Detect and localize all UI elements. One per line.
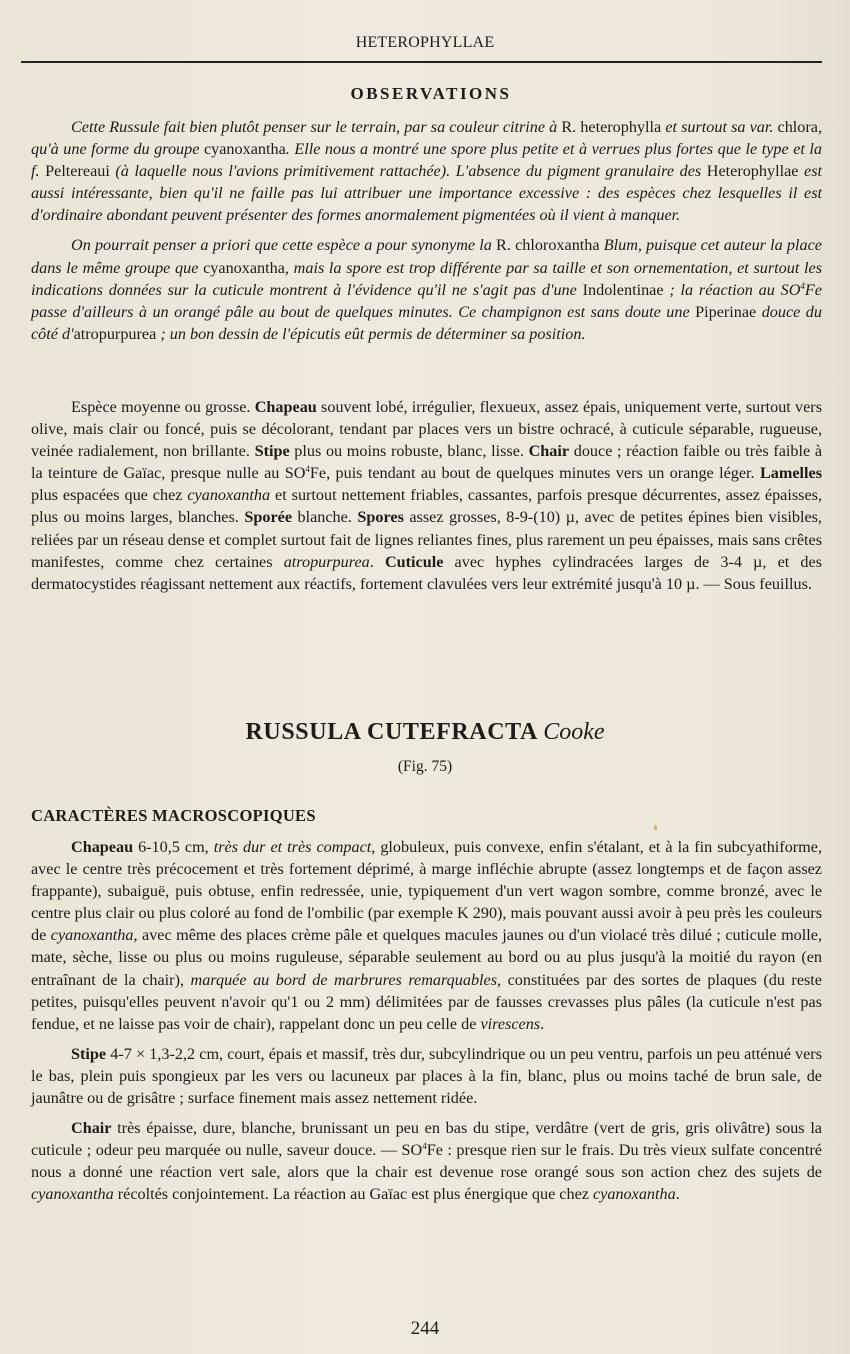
- bold-term: Sporée: [244, 508, 292, 527]
- text-run: plus ou moins robuste, blanc, lisse.: [289, 442, 529, 461]
- text-run: et surtout nettement friables, cassantes, parfois presque décurrentes, assez épaisses, plus ou moins larges, blanches.: [31, 486, 822, 527]
- italic-run: cyanoxantha: [187, 486, 271, 505]
- italic-run: douce du côté d': [31, 302, 822, 343]
- bold-term: Stipe: [71, 1044, 107, 1063]
- species-author: Cooke: [543, 719, 605, 745]
- italic-run: Fe passe d'ailleurs à un orangé pâle au bout de quelques minutes. Ce champignon est sans doute une: [31, 280, 822, 321]
- species-title: [0, 719, 850, 746]
- text-run: .: [369, 552, 385, 571]
- text-run: cyanoxantha: [203, 140, 286, 159]
- italic-run: et surtout sa var.: [661, 118, 778, 136]
- italic-run: . Elle nous a montré une spore plus petite et à verrues plus fortes que le type et la f.: [31, 140, 822, 181]
- italic-run: cyanoxantha: [50, 926, 134, 945]
- bold-term: Chair: [528, 442, 570, 461]
- paragraph-stipe: [31, 1043, 822, 1109]
- italic-run: On pourrait penser a priori que cette espèce a pour synonyme la: [71, 236, 497, 255]
- running-head: HETEROPHYLLAE: [355, 34, 495, 51]
- paragraph: [31, 396, 822, 595]
- text-run: 4: [800, 280, 805, 291]
- subsection-title: CARACTÈRES MACROSCOPIQUES: [31, 806, 316, 825]
- italic-run: très dur et très compact: [213, 838, 372, 856]
- italic-run: (à laquelle nous l'avions primitivement rattachée). L'absence du pigment granulaire des: [109, 162, 707, 181]
- bold-term: Spores: [357, 508, 404, 527]
- bold-term: Chair: [71, 1119, 112, 1138]
- text-run: plus espacées que chez: [31, 486, 188, 505]
- text-run: avec hyphes cylindracées larges de 3-4 µ, et des dermatocystides réagissant nettement aux réactifs, fortement clavulées vers leur extrémité jusqu'à 10 µ. — Sous feuillus.: [31, 552, 822, 593]
- bold-term: Cuticule: [384, 552, 444, 571]
- text-run: blanche.: [292, 508, 358, 527]
- description-body: [31, 396, 822, 595]
- italic-run: ; la réaction au SO: [663, 280, 801, 299]
- page-number: 244: [410, 1318, 440, 1339]
- italic-run: cyanoxantha: [593, 1185, 676, 1204]
- italic-run: , mais la spore est trop différente par sa taille et son ornementation, et surtout les indications données sur la cuticule montrent à l'évidence qu'il ne s'agit pas d'une: [31, 258, 822, 299]
- italic-run: marquée au bord de marbrures remarquables: [190, 970, 498, 989]
- text-run: 4: [422, 1141, 427, 1152]
- text-run: Fe : presque rien sur le frais. Du très vieux sulfate concentré nous a donné une réaction vert sale, alors que la chair est devenue rose orangé sous son action chez des sujets de: [31, 1141, 822, 1182]
- paragraph-chair: [31, 1117, 822, 1205]
- macroscopic-body: [31, 836, 822, 1206]
- italic-run: Cette Russule fait bien plutôt penser sur le terrain, par sa couleur citrine à: [71, 118, 562, 136]
- header-rule: [21, 61, 822, 63]
- paragraph-chapeau: [31, 836, 822, 1035]
- text-run: Fe, puis tendant au bout de quelques minutes vers un orange léger.: [309, 464, 760, 483]
- text-run: , constituées par des sortes de plaques (du reste petites, puisqu'elles peuvent n'avoir qu'1 ou 2 mm) délimitées par de fausses crevasses plus pâles (la cuticule n'est pas fendue, et ne laisse pas voir de chair), rappelant donc un peu celle de: [31, 970, 822, 1033]
- text-run: .: [675, 1185, 680, 1204]
- bold-term: Chapeau: [71, 838, 134, 856]
- italic-run: , qu'à une forme du groupe: [31, 118, 823, 159]
- paragraph: [31, 234, 822, 344]
- bold-term: Stipe: [254, 442, 290, 461]
- text-run: 4-7 × 1,3-2,2 cm, court, épais et massif, très dur, subcylindrique ou un peu ventru, parfois un peu atténué vers le bas, plein puis spongieux par les vers ou lacuneux par places à la fin, blanc, plus ou moins taché de brun sale, de jaunâtre ou de grisâtre ; surface finement mais assez nettement ridée.: [31, 1044, 822, 1108]
- bold-term: Chapeau: [254, 398, 317, 416]
- species-name: RUSSULA CUTEFRACTA: [245, 719, 537, 745]
- text-run: Indolentinae: [582, 280, 664, 299]
- text-run: , avec même des places crème pâle et quelques macules jaunes ou d'un violacé très dilué ; cuticule molle, mate, sèche, lisse ou plus ou moins ruguleuse, séparable seulement au bord ou au plus jusqu'à la moitié du rayon (en entraînant de la chair),: [31, 926, 822, 989]
- figure-reference: (Fig. 75): [397, 758, 453, 775]
- text-run: R. chloroxantha: [496, 236, 600, 255]
- paper-speck: [654, 825, 657, 830]
- text-run: Peltereaui: [45, 162, 110, 181]
- text-run: R. heterophylla: [561, 118, 662, 136]
- text-run: atropurpurea: [73, 324, 157, 343]
- observations-body: [31, 116, 822, 345]
- text-run: très épaisse, dure, blanche, brunissant un peu en bas du stipe, verdâtre (vert de gris, gris olivâtre) sous la cuticule ; odeur peu marquée ou nulle, saveur douce. — SO: [31, 1119, 822, 1160]
- text-run: , globuleux, puis convexe, enfin s'étalant, et à la fin subcyathiforme, avec le centre très précocement et très fortement déprimé, à marge infléchie abrupte (assez longtemps et de façon assez frappante), subaiguë, puis obtuse, enfin redressée, unie, typiquement d'un vert wagon sombre, comme bronzé, avec le centre plus clair ou plus coloré au fond de l'ombilic (par exemple K 290), mais pouvant aussi avoir à peu près les couleurs de: [31, 838, 823, 945]
- text-run: Heterophyllae: [706, 162, 799, 181]
- text-run: récoltés conjointement. La réaction au Gaïac est plus énergique que chez: [113, 1185, 593, 1204]
- italic-run: cyanoxantha: [31, 1185, 114, 1204]
- bold-term: Lamelles: [759, 464, 822, 483]
- text-run: Piperinae: [695, 302, 757, 321]
- text-run: chlora: [777, 118, 818, 136]
- text-run: 4: [305, 464, 310, 475]
- text-run: cyanoxantha: [203, 258, 285, 277]
- italic-run: atropurpurea: [283, 552, 370, 571]
- text-run: souvent lobé, irrégulier, flexueux, assez épais, uniquement verte, surtout vers olive, mais clair ou foncé, puis se décolorant, tendant par places vers un bistre ochracé, à cuticule séparable, rugueuse, veinée radialement, non brillante.: [31, 398, 822, 461]
- text-run: .: [540, 1014, 545, 1033]
- italic-run: est aussi intéressante, bien qu'il ne faille pas lui attribuer une importance excessive : des espèces chez lesquelles il est d'ordinaire abondant peuvent présenter des formes anormalement pigmentées où il vient à manquer.: [31, 162, 823, 225]
- italic-run: Blum, puisque cet auteur la place dans le même groupe que: [31, 236, 822, 277]
- text-run: assez grosses, 8-9-(10) µ, avec de petites épines bien visibles, reliées par un réseau dense et complet surtout fait de lignes reliantes fines, plus rarement un peu épaisses, mais sans crêtes manifestes, comme chez certaines: [31, 508, 822, 571]
- italic-run: virescens: [480, 1014, 541, 1033]
- italic-run: ; un bon dessin de l'épicutis eût permis de déterminer sa position.: [156, 324, 586, 343]
- text-run: douce ; réaction faible ou très faible à la teinture de Gaïac, presque nulle au SO: [31, 442, 823, 483]
- text-run: 6-10,5 cm,: [133, 838, 214, 856]
- paragraph: [31, 116, 822, 226]
- section-title-observations: OBSERVATIONS: [350, 84, 512, 103]
- text-run: Espèce moyenne ou grosse.: [71, 398, 255, 416]
